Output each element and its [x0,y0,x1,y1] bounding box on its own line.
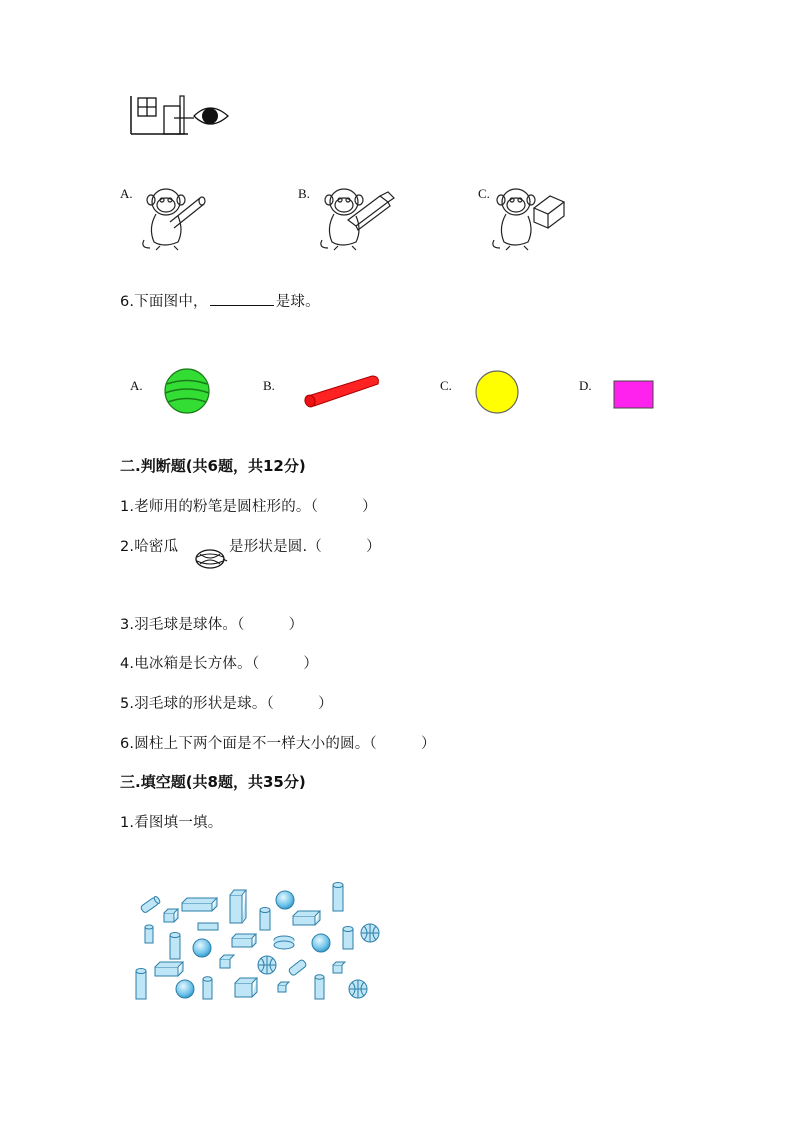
cylinder-shape [203,977,212,999]
yellow-circle-icon [474,370,522,416]
cylinder-shape [260,908,270,931]
q5-option-b-label[interactable]: B. [298,186,310,201]
cylinder-shape [136,969,146,1000]
q6-option-d-label[interactable]: D. [579,378,592,393]
cuboid-shape [182,898,217,911]
section2-item-2-suffix: 是形状是圆.（ ） [229,539,381,555]
q6-option-b-label[interactable]: B. [263,378,275,393]
cube-shape [164,909,178,922]
section2-item-6: 6.圆柱上下两个面是不一样大小的圆。（ ） [120,736,436,752]
sphere-shape [176,980,194,998]
view-diagram [128,94,238,136]
q6-option-a-label[interactable]: A. [130,378,143,393]
cube-shape [333,962,345,973]
cuboid-shape [198,923,218,930]
section2-item-3: 3.羽毛球是球体。（ ） [120,617,304,633]
section2-item-2-prefix: 2.哈密瓜 [120,539,179,555]
magenta-rectangle-icon [613,380,655,410]
cylinder-shape [274,936,294,949]
cuboid-shape [293,911,320,925]
cube-shape [278,982,289,992]
q6-question [120,290,320,311]
section2-heading: 二.判断题(共6题，共12分) [120,457,306,475]
q5-option-c-label[interactable]: C. [478,186,490,201]
cylinder-shape [140,896,161,914]
eye-pupil-icon [202,108,218,124]
cylinder-shape [333,883,343,912]
cuboid-shape [155,962,183,976]
ball-shape [349,980,367,998]
monkey-with-cylinder-icon [140,182,220,252]
q6-prefix: 6.下面图中， [120,294,208,310]
cuboid-shape [230,890,246,923]
hami-melon-icon [194,548,228,570]
cube-shape [235,978,257,997]
section3-item-1: 1.看图填一填。 [120,815,223,831]
section2-item-4: 4.电冰箱是长方体。（ ） [120,656,319,672]
q5-option-a-label[interactable]: A. [120,186,133,201]
monkey-with-cube-icon [490,182,570,252]
green-ball-icon [162,367,212,415]
q6-suffix: 是球。 [275,294,320,310]
q6-answer-blank[interactable] [210,293,274,306]
sphere-shape [312,934,330,952]
cylinder-shape [170,933,180,960]
cylinder-shape [315,975,324,999]
cylinder-shape [288,959,307,976]
section3-heading: 三.填空题(共8题，共35分) [120,773,306,791]
sphere-shape [276,891,294,909]
ball-shape [258,956,276,974]
cylinder-shape [145,925,153,943]
cylinder-shape [343,927,353,950]
section2-item-5: 5.羽毛球的形状是球。（ ） [120,696,333,712]
cuboid-shape [232,934,256,947]
q6-option-c-label[interactable]: C. [440,378,452,393]
cube-shape [220,955,234,968]
red-cylinder-stick-icon [300,372,382,412]
ball-shape [361,924,379,942]
solid-shapes-collection [130,875,390,1010]
section2-item-1: 1.老师用的粉笔是圆柱形的。（ ） [120,499,377,515]
sphere-shape [193,939,211,957]
monkey-with-cuboid-icon [318,182,398,252]
